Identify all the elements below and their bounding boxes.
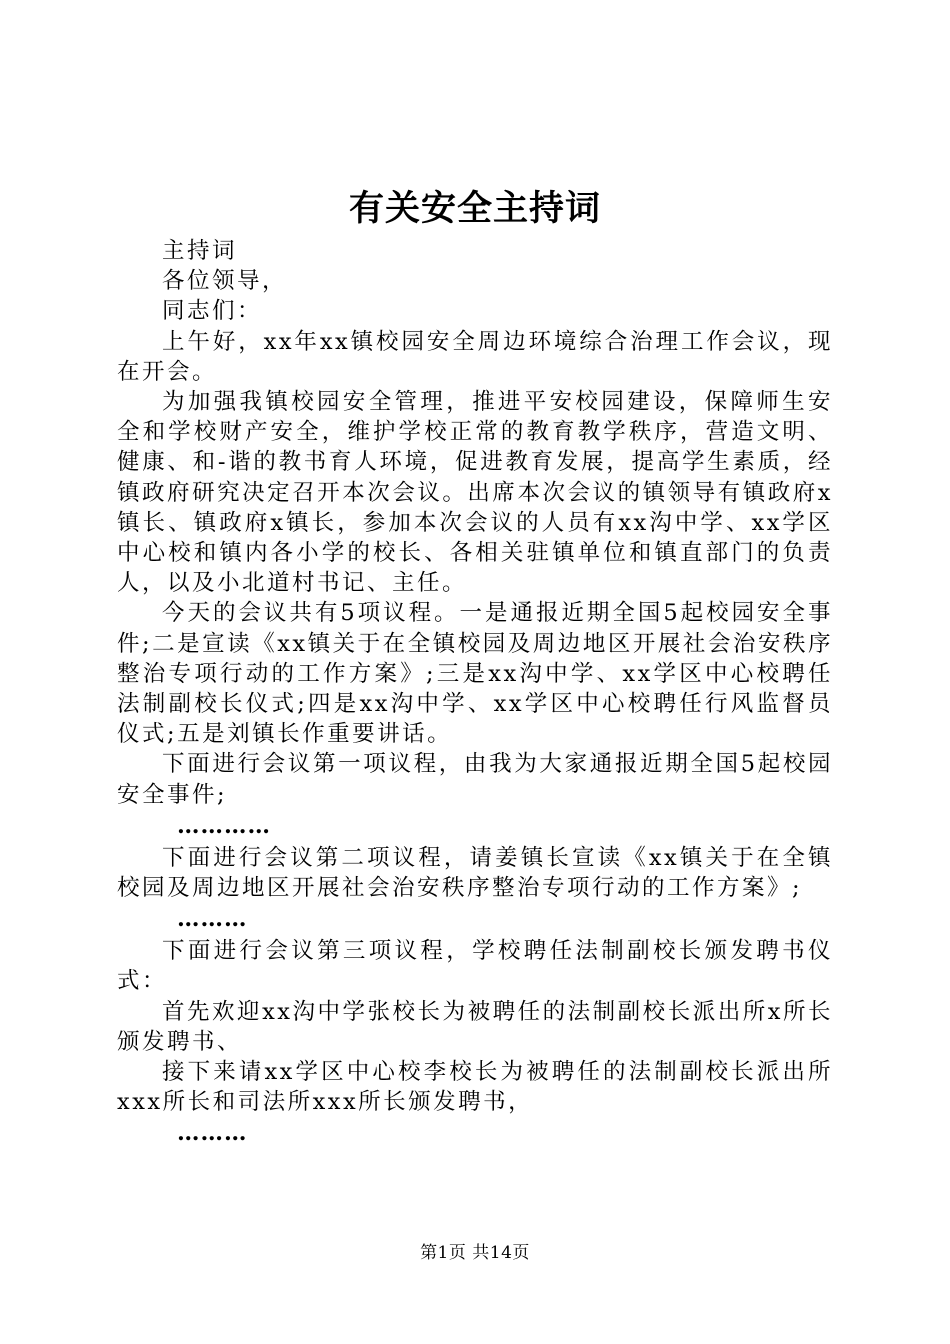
ellipsis-separator: ……… [177, 906, 248, 933]
paragraph-item-three: 下面进行会议第三项议程，学校聘任法制副校长颁发聘书仪式： [117, 938, 833, 995]
paragraph-purpose: 为加强我镇校园安全管理，推进平安校园建设，保障师生安全和学校财产安全，维护学校正常的教育教学秩序，营造文明、健康、和-谐的教书育人环境，促进教育发展，提高学生素质，经镇政府研究决定召开本次会议。出席本次会议的镇领导有镇政府x镇长、镇政府x镇长，参加本次会议的人员有xx沟中学、xx学区中心校和镇内各小学的校长、各相关驻镇单位和镇直部门的负责人，以及小北道村书记、主任。 [117, 389, 833, 597]
ellipsis-separator: ……… [177, 1120, 248, 1147]
paragraph-greeting-comrades: 同志们： [162, 298, 263, 325]
ellipsis-separator: ………… [177, 812, 271, 839]
document-body [117, 236, 833, 1150]
paragraph-host-speech: 主持词 [162, 238, 238, 264]
page-number-footer: 第1页 共14页 [420, 1243, 530, 1263]
paragraph-agenda: 今天的会议共有5项议程。一是通报近期全国5起校园安全事件;二是宣读《xx镇关于在全镇校园及周边地区开展社会治安秩序整治专项行动的工作方案》;三是xx沟中学、xx学区中心校聘任法制副校长仪式;四是xx沟中学、xx学区中心校聘任行风监督员仪式;五是刘镇长作重要讲话。 [117, 600, 833, 748]
paragraph-second-appointment: 接下来请xx学区中心校李校长为被聘任的法制副校长派出所xxx所长和司法所xxx所长颁发聘书， [117, 1059, 833, 1116]
paragraph-opening: 上午好，xx年xx镇校园安全周边环境综合治理工作会议，现在开会。 [117, 328, 833, 385]
paragraph-greeting-leaders: 各位领导， [162, 268, 288, 295]
paragraph-item-two: 下面进行会议第二项议程，请姜镇长宣读《xx镇关于在全镇校园及周边地区开展社会治安秩序整治专项行动的工作方案》; [117, 844, 833, 902]
document-title: 有关安全主持词 [348, 188, 601, 229]
paragraph-item-one: 下面进行会议第一项议程，由我为大家通报近期全国5起校园安全事件; [117, 751, 833, 808]
paragraph-first-appointment: 首先欢迎xx沟中学张校长为被聘任的法制副校长派出所x所长颁发聘书、 [117, 998, 833, 1055]
